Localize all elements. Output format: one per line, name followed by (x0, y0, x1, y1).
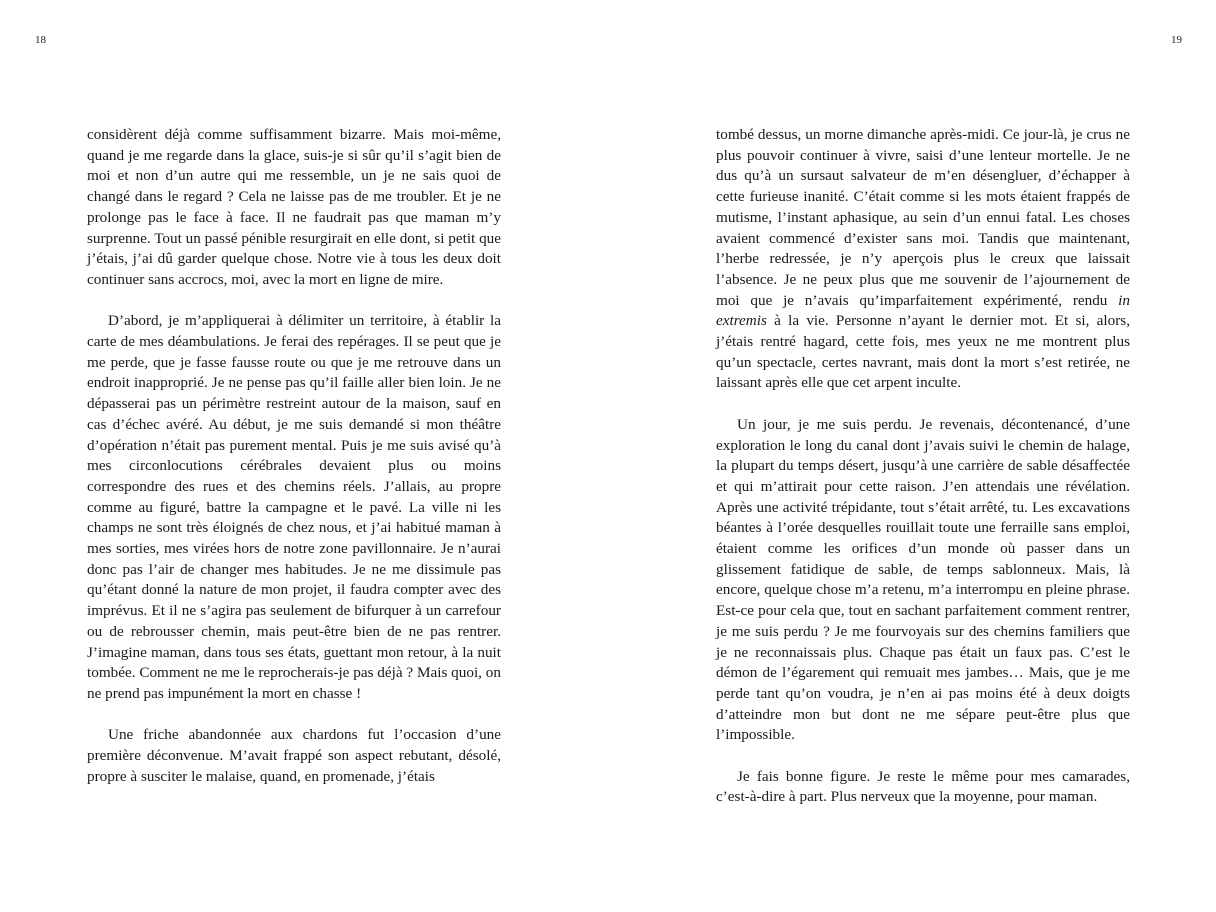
italic-text-segment: in extremis (716, 291, 1130, 330)
text-segment: tombé dessus, un morne dimanche après-midi. Ce jour-là, je crus ne plus pouvoir continuer à vivre, saisi d’une lenteur mortelle. Je ne dus qu’à un sursaut salvateur de m’en désengluer, d’échapper à cette furieuse inanité. C’était comme si les mots étaient frappés de mutisme, l’instant aphasique, au sein d’un ennui fatal. Les choses avaient commencé d’exister sans moi. Tandis que maintenant, l’herbe redressée, je n’y aperçois plus le creux que laissait l’absence. Je ne peux plus que me souvenir de l’ajournement de moi que je n’avais qu’imparfaitement expérimenté, rendu (716, 126, 1130, 309)
paragraph (87, 725, 501, 787)
page-number: 19 (1171, 34, 1182, 46)
page-body (716, 125, 1130, 808)
text-segment: Je fais bonne figure. Je reste le même pour mes camarades, c’est-à-dire à part. Plus nerveux que la moyenne, pour maman. (716, 767, 1130, 806)
right-page (608, 0, 1216, 912)
text-segment: D’abord, je m’appliquerai à délimiter un territoire, à établir la carte de mes déambulations. Je ferai des repérages. Il se peut que je me perde, que je fasse fausse route ou que je me retrouve dans un endroit inapproprié. Je ne pense pas qu’il faille aller bien loin. Je ne dépasserai pas un périmètre restreint autour de la maison, sauf en cas d’échec avéré. Au début, je me suis demandé si mon théâtre d’opération n’était pas purement mental. Puis je me suis avisé qu’à mes circonlocutions cérébrales devaient plus ou moins correspondre des rues et des chemins réels. J’allais, au propre comme au figuré, battre la campagne et le pavé. La ville ni les champs ne sont très éloignés de chez nous, et j’ai habitué maman à mes sorties, mes virées hors de notre zone pavillonnaire. Je n’aurai donc pas l’air de changer mes habitudes. Je ne me dissimule pas qu’étant donné la nature de mon projet, il faudra compter avec des imprévus. Et il ne s’agira pas seulement de bifurquer à un carrefour ou de rebrousser chemin, mais peut-être bien de ne pas rentrer. J’imagine maman, dans tous ses états, guettant mon retour, à la nuit tombée. Comment ne me le reprocherais-je pas déjà ? Mais quoi, on ne prend pas impunément la mort en chasse ! (87, 312, 501, 702)
paragraph (87, 125, 501, 291)
text-segment: Un jour, je me suis perdu. Je revenais, décontenancé, d’une exploration le long du canal dont j’avais suivi le chemin de halage, la plupart du temps désert, jusqu’à une carrière de sable désaffectée et qui m’attirait pour cette raison. J’en attendais une révélation. Après une activité trépidante, tout s’était arrêté, tu. Les excavations béantes à l’orée desquelles rouillait toute une ferraille sans emploi, étaient comme les orifices d’un monde où passer dans un glissement fatidique de sable, de temps sablonneux. Mais, là encore, quelque chose m’a retenu, m’a interrompu en pleine phrase. Est-ce pour cela que, tout en sachant parfaitement comment rentrer, je me suis perdu ? Je me fourvoyais sur des chemins familiers que je ne reconnaissais plus. Chaque pas était un faux pas. C’est le démon de l’égarement qui remuait mes jambes… Mais, que je me perde tant qu’on voudra, je n’en ai pas moins été à deux doigts d’atteindre mon but dont ne me sépare peut-être plus que l’impossible. (716, 415, 1130, 744)
text-segment: Une friche abandonnée aux chardons fut l’occasion d’une première déconvenue. M’avait frappé son aspect rebutant, désolé, propre à susciter le malaise, quand, en promenade, j’étais (87, 726, 501, 785)
text-segment: à la vie. Personne n’ayant le dernier mot. Et si, alors, j’étais rentré hagard, cette fois, mes yeux ne me montrent plus qu’un spectacle, certes navrant, mais dont la mort s’est retirée, ne laissant après elle que cet arpent inculte. (716, 312, 1130, 392)
page-number: 18 (35, 34, 46, 46)
paragraph (716, 125, 1130, 394)
text-segment: considèrent déjà comme suffisamment bizarre. Mais moi-même, quand je me regarde dans la glace, suis-je si sûr qu’il s’agit bien de moi et non d’un autre qui me ressemble, un je ne sais quoi de changé dans le regard ? Cela ne laisse pas de me troubler. Et je ne prolonge pas le face à face. Il ne faudrait pas que maman m’y surprenne. Tout un passé pénible resurgirait en elle dont, si petit que j’étais, j’ai dû garder quelque chose. Notre vie à tous les deux doit continuer sans accrocs, moi, avec la mort en ligne de mire. (87, 126, 501, 288)
paragraph (716, 767, 1130, 808)
paragraph (87, 311, 501, 704)
paragraph (716, 415, 1130, 746)
page-body (87, 125, 501, 787)
